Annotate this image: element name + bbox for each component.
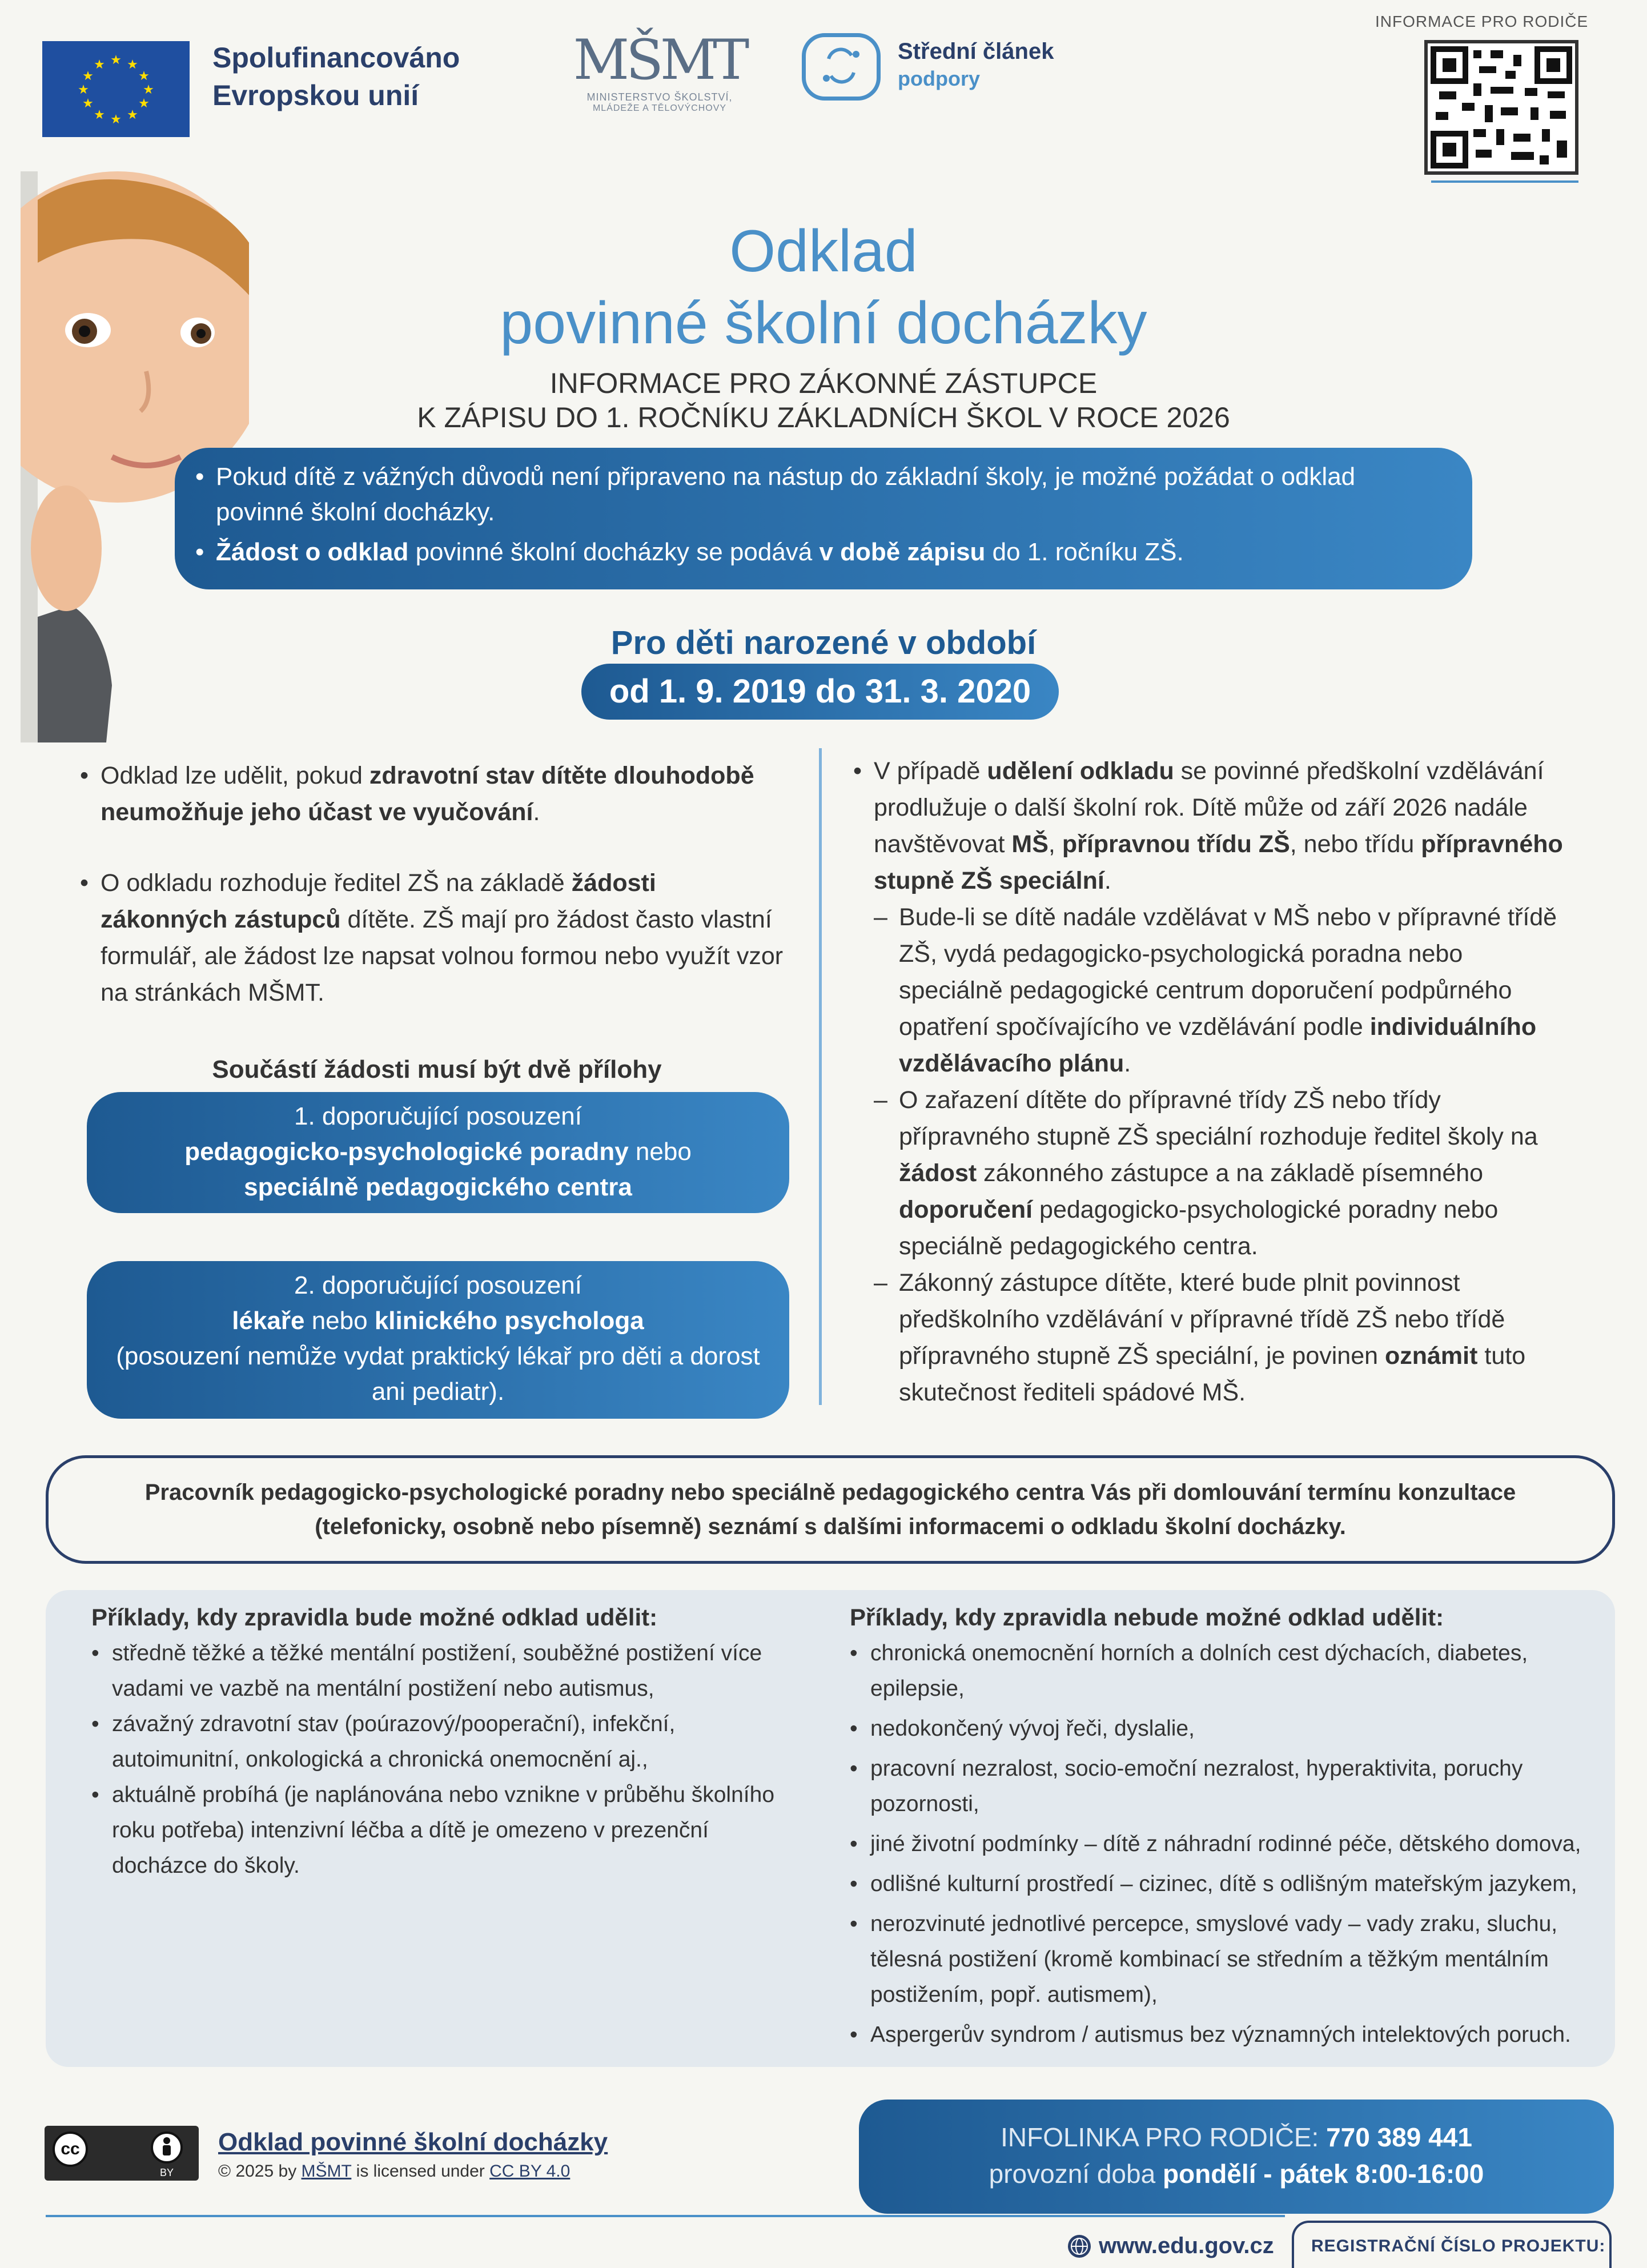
- attachments-heading: Součástí žádosti musí být dvě přílohy: [212, 1055, 662, 1083]
- right-d3-b1: oznámit: [1384, 1342, 1478, 1370]
- infoline-number[interactable]: 770 389 441: [1326, 2122, 1472, 2152]
- right-p1-t2: se povinné předškolní vzdělávání prodlužuje o další školní rok. Dítě může od září 2026 nadále navštěvovat: [874, 757, 1544, 858]
- website-text[interactable]: www.edu.gov.cz: [1099, 2233, 1274, 2258]
- attachment-1-box: [87, 1092, 789, 1213]
- column-divider: [819, 748, 822, 1405]
- att1-bold1: pedagogicko-psychologické poradny: [184, 1138, 629, 1166]
- hours-value: pondělí - pátek 8:00-16:00: [1162, 2159, 1484, 2189]
- scp-line1: Střední článek: [898, 39, 1054, 64]
- examples-yes-item: • středně těžké a těžké mentální postižení, souběžné postižení více vadami ve vazbě na mentální postižení nebo autismus,: [91, 1636, 800, 1707]
- left-paragraph-2: [80, 865, 788, 1011]
- right-p1-b4: přípravného stupně ZŠ speciální: [874, 830, 1563, 894]
- att2-line1: 2. doporučující posouzení: [294, 1271, 582, 1299]
- registration-label: REGISTRAČNÍ ČÍSLO PROJEKTU:: [1311, 2237, 1606, 2255]
- examples-no-item: • odlišné kulturní prostředí – cizinec, dítě s odlišným mateřským jazykem,: [850, 1866, 1604, 1902]
- svg-text:★: ★: [78, 83, 89, 97]
- examples-yes-item: • aktuálně probíhá (je naplánována nebo vznikne v průběhu školního roku potřeba) intenzivní léčba a dítě je omezeno v prezenční docházce do školy.: [91, 1777, 800, 1884]
- license-msmt-link[interactable]: MŠMT: [301, 2162, 352, 2181]
- eu-stars-icon: [42, 41, 190, 137]
- att2-bold1: lékaře: [232, 1307, 305, 1335]
- examples-no-item: • pracovní nezralost, socio-emoční nezralost, hyperaktivita, poruchy pozornosti,: [850, 1751, 1604, 1822]
- website-link[interactable]: [1068, 2233, 1274, 2259]
- right-d1-t1: Bude-li se dítě nadále vzdělávat v MŠ nebo v přípravné třídě ZŠ, vydá pedagogicko-psychologická poradna nebo speciálně pedagogické centrum doporučení podpůrného opatření spočívajícího ve vzdělávání podle: [899, 904, 1557, 1041]
- intro-box: [175, 448, 1472, 589]
- right-d2-t3: pedagogicko-psychologické poradny nebo speciálně pedagogického centra.: [899, 1196, 1499, 1260]
- left-p2-bold: žádosti zákonných zástupců: [101, 869, 656, 933]
- svg-text:★: ★: [127, 58, 138, 72]
- title-line1: Odklad: [729, 218, 918, 284]
- svg-text:★: ★: [143, 83, 154, 97]
- intro-bullet-2: [195, 535, 1438, 570]
- left-p1-bold: zdravotní stav dítěte dlouhodobě neumožňuje jeho účast ve vyučování: [101, 762, 754, 826]
- att1-bold2: speciálně pedagogického centra: [244, 1173, 632, 1201]
- att2-bold2: klinického psychologa: [374, 1307, 644, 1335]
- license-line: [218, 2159, 608, 2184]
- eu-flag-logo: [42, 41, 190, 137]
- examples-no-list: [850, 1636, 1604, 2053]
- attachment-2-box: [87, 1261, 789, 1419]
- right-d3-t1: Zákonný zástupce dítěte, které bude plnit povinnost předškolního vzdělávání v přípravné třídě ZŠ nebo třídě přípravného stupně ZŠ speciální, je povinen: [899, 1269, 1505, 1370]
- left-paragraph-1: [80, 757, 788, 830]
- license-pre: © 2025 by: [218, 2162, 302, 2181]
- qr-code[interactable]: [1424, 40, 1578, 175]
- examples-yes-heading: Příklady, kdy zpravidla bude možné odklad udělit:: [91, 1604, 658, 1631]
- msmt-line1: MINISTERSTVO ŠKOLSTVÍ,: [587, 91, 733, 103]
- examples-no-item: • nedokončený vývoj řeči, dyslalie,: [850, 1711, 1604, 1747]
- right-d1-t2: .: [1124, 1050, 1131, 1077]
- notice-text: Pracovník pedagogicko-psychologické poradny nebo speciálně pedagogického centra Vás při domlouvání termínu konzultace (telefonicky, osobně nebo písemně) seznámí s dalšími informacemi o odkladu školní docházky.: [144, 1480, 1516, 1539]
- license-title: Odklad povinné školní docházky: [218, 2128, 608, 2156]
- examples-no: [850, 1599, 1604, 2053]
- svg-text:★: ★: [110, 113, 122, 127]
- intro-b2-text1: povinné školní docházky se podává: [408, 538, 820, 566]
- by-person-icon: [151, 2131, 183, 2163]
- notice-box: [46, 1455, 1615, 1564]
- att1-nebo: nebo: [628, 1138, 692, 1166]
- svg-text:★: ★: [127, 108, 138, 122]
- svg-text:★: ★: [82, 69, 94, 83]
- msmt-logo: [548, 29, 771, 114]
- svg-text:★: ★: [82, 97, 94, 111]
- examples-yes-item: • závažný zdravotní stav (poúrazový/pooperační), infekční, autoimunitní, onkologická a chronická onemocnění aj.,: [91, 1707, 800, 1777]
- footer-rule: [46, 2215, 1285, 2217]
- license-mid: is licensed under: [351, 2162, 490, 2181]
- svg-text:★: ★: [94, 58, 105, 72]
- att2-line2: [110, 1303, 766, 1339]
- intro-bullet-1: [195, 459, 1438, 530]
- right-d3-t2: tuto skutečnost řediteli spádové MŠ.: [899, 1342, 1526, 1406]
- right-dash-2: [874, 1082, 1573, 1265]
- globe-icon: [1068, 2235, 1091, 2258]
- svg-text:★: ★: [138, 97, 150, 111]
- intro-b2-bold1: Žádost o odklad: [216, 538, 409, 566]
- cc-license-badge[interactable]: [45, 2126, 199, 2181]
- right-d2-t1: O zařazení dítěte do přípravné třídy ZŠ nebo třídy přípravného stupně ZŠ speciální rozhoduje ředitel školy na: [899, 1086, 1538, 1150]
- msmt-logo-mark: MŠMT: [573, 28, 746, 92]
- right-d2-b1: žádost: [899, 1159, 977, 1187]
- eu-text-line1: Spolufinancováno: [212, 42, 460, 74]
- qr-underline: [1431, 180, 1578, 183]
- hours-label: provozní doba: [989, 2159, 1163, 2189]
- svg-text:★: ★: [110, 53, 122, 67]
- att1-line2: [87, 1134, 789, 1170]
- eu-text-line2: Evropskou unií: [212, 79, 419, 111]
- left-column: [80, 757, 788, 1011]
- subtitle-line2: K ZÁPISU DO 1. ROČNÍKU ZÁKLADNÍCH ŠKOL V ROCE 2026: [417, 402, 1230, 433]
- right-p1-t5: .: [1104, 867, 1111, 894]
- examples-no-item: • chronická onemocnění horních a dolních cest dýchacích, diabetes, epilepsie,: [850, 1636, 1604, 1707]
- att2-nebo: nebo: [304, 1307, 375, 1335]
- right-d1-b1: individuálního vzdělávacího plánu: [899, 1013, 1537, 1077]
- right-paragraph-1: [853, 753, 1573, 899]
- left-p2-text1: O odkladu rozhoduje ředitel ZŠ na základě: [101, 869, 572, 897]
- msmt-line2: MLÁDEŽE A TĚLOVÝCHOVY: [592, 103, 727, 113]
- eu-cofinancing-text: [212, 39, 460, 114]
- left-p2-text2: dítěte. ZŠ mají pro žádost často vlastní formulář, ale žádost lze napsat volnou formou nebo využít vzor na stránkách MŠMT.: [101, 906, 784, 1006]
- scp-line2: podpory: [898, 67, 980, 90]
- examples-yes-list: [91, 1636, 800, 1884]
- right-p1-b1: udělení odkladu: [987, 757, 1174, 785]
- period-heading: Pro děti narozené v období: [610, 624, 1037, 661]
- right-d2-t2: zákonného zástupce a na základě písemného: [977, 1159, 1484, 1187]
- examples-no-item: • jiné životní podmínky – dítě z náhradní rodinné péče, dětského domova,: [850, 1827, 1604, 1862]
- right-p1-t3: ,: [1048, 830, 1062, 858]
- intro-b2-bold2: v době zápisu: [819, 538, 986, 566]
- right-p1-b3: přípravnou třídu ZŠ: [1062, 830, 1290, 858]
- intro-b2-text2: do 1. ročníku ZŠ.: [985, 538, 1184, 566]
- scp-text: [898, 38, 1054, 93]
- by-label: BY: [159, 2167, 174, 2178]
- intro-bullet-1-text: Pokud dítě z vážných důvodů není připraveno na nástup do základní školy, je možné požádat o odklad povinné školní docházky.: [216, 463, 1356, 526]
- examples-yes: [91, 1599, 800, 1884]
- period-dates-pill: od 1. 9. 2019 do 31. 3. 2020: [581, 664, 1059, 720]
- scp-logo-icon: [802, 33, 881, 101]
- infoline-box: [859, 2100, 1614, 2214]
- left-p1-text: Odklad lze udělit, pokud: [101, 762, 369, 789]
- left-p1-end: .: [533, 798, 540, 826]
- infoline-line: [859, 2119, 1614, 2155]
- examples-no-item: • Aspergerův syndrom / autismus bez významných intelektových poruch.: [850, 2017, 1604, 2053]
- title-line2: povinné školní docházky: [500, 290, 1147, 356]
- license-cc-link[interactable]: CC BY 4.0: [489, 2162, 571, 2181]
- svg-text:★: ★: [94, 108, 105, 122]
- right-dash-1: [874, 899, 1573, 1082]
- right-p1-t1: V případě: [874, 757, 987, 785]
- right-p1-t4: , nebo třídu: [1290, 830, 1421, 858]
- att2-note: (posouzení nemůže vydat praktický lékař pro děti a dorost ani pediatr).: [116, 1342, 760, 1406]
- right-dash-3: [874, 1265, 1573, 1411]
- right-p1-b2: MŠ: [1011, 830, 1049, 858]
- registration-box: [1292, 2221, 1612, 2268]
- subtitle-line1: INFORMACE PRO ZÁKONNÉ ZÁSTUPCE: [549, 367, 1098, 399]
- right-column: [853, 753, 1573, 1411]
- svg-text:★: ★: [138, 69, 150, 83]
- hours-line: [859, 2155, 1614, 2192]
- examples-no-item: • nerozvinuté jednotlivé percepce, smyslové vady – vady zraku, sluchu, tělesná postižení (kromě kombinací se středním a těžkým mentálním postižením, popř. autismem),: [850, 1906, 1604, 2013]
- att1-line1: 1. doporučující posouzení: [294, 1102, 582, 1130]
- infoline-label: INFOLINKA PRO RODIČE:: [1001, 2122, 1327, 2152]
- info-for-parents-label: INFORMACE PRO RODIČE: [1375, 13, 1589, 30]
- examples-no-heading: Příklady, kdy zpravidla nebude možné odklad udělit:: [850, 1604, 1444, 1631]
- license-block: [218, 2126, 608, 2184]
- cc-icon: cc: [53, 2131, 88, 2167]
- right-d2-b2: doporučení: [899, 1196, 1033, 1223]
